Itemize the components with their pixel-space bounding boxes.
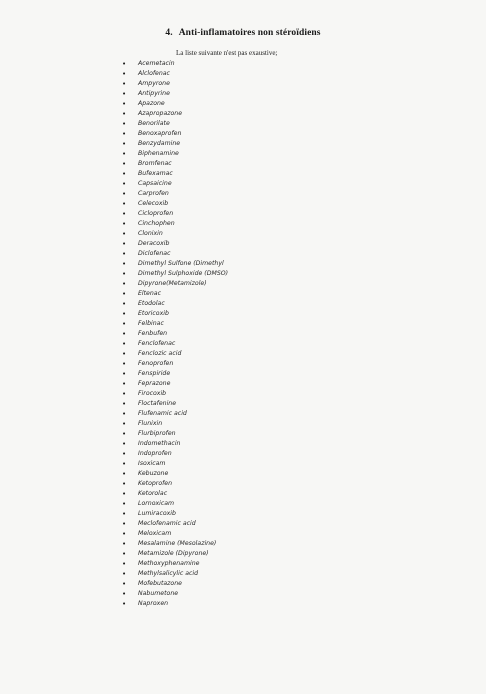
list-item: [122, 359, 228, 369]
drug-name: Metamizole (Dipyrone): [138, 550, 209, 557]
bullet-icon: •: [122, 400, 127, 408]
bullet-icon: •: [122, 290, 127, 298]
drug-name: Ketoprofen: [138, 480, 173, 487]
drug-name: Nabumetone: [138, 590, 179, 597]
bullet-icon: •: [122, 240, 127, 248]
list-item: [122, 199, 228, 209]
drug-name: Alclofenac: [138, 70, 170, 77]
drug-name: Etodolac: [138, 300, 165, 307]
drug-name: Feprazone: [138, 380, 171, 387]
bullet-icon: •: [122, 460, 127, 468]
bullet-icon: •: [122, 130, 127, 138]
bullet-icon: •: [122, 530, 127, 538]
drug-name: Meloxicam: [138, 530, 172, 537]
bullet-icon: •: [122, 540, 127, 548]
list-item: [122, 559, 228, 569]
list-item: [122, 69, 228, 79]
drug-name: Felbinac: [138, 320, 164, 327]
drug-name: Cinchophen: [138, 220, 175, 227]
bullet-icon: •: [122, 200, 127, 208]
drug-name: Naproxen: [138, 600, 169, 607]
list-item: [122, 149, 228, 159]
drug-name: Kebuzone: [138, 470, 169, 477]
list-item: [122, 209, 228, 219]
bullet-icon: •: [122, 350, 127, 358]
section-number: 4.: [165, 28, 173, 38]
bullet-icon: •: [122, 70, 127, 78]
list-item: [122, 339, 228, 349]
bullet-icon: •: [122, 270, 127, 278]
list-item: [122, 269, 228, 279]
drug-name: Ampyrone: [138, 80, 170, 87]
drug-name: Floctafenine: [138, 400, 177, 407]
bullet-icon: •: [122, 450, 127, 458]
list-item: [122, 569, 228, 579]
drug-name: Diclofenac: [138, 250, 171, 257]
list-item: [122, 239, 228, 249]
drug-name: Bromfenac: [138, 160, 172, 167]
list-item: [122, 439, 228, 449]
drug-name: Benzydamine: [138, 140, 181, 147]
list-item: [122, 249, 228, 259]
drug-name: Biphenamine: [138, 150, 179, 157]
list-item: [122, 279, 228, 289]
list-item: [122, 509, 228, 519]
list-item: [122, 99, 228, 109]
list-item: [122, 479, 228, 489]
list-item: [122, 229, 228, 239]
drug-name: Dimethyl Sulfone (Dimethyl: [138, 260, 224, 267]
list-item: [122, 159, 228, 169]
list-item: [122, 119, 228, 129]
drug-name: Dimethyl Sulphoxide (DMSO): [138, 270, 229, 277]
list-item: [122, 429, 228, 439]
drug-name: Bufexamac: [138, 170, 173, 177]
drug-name: Deracoxib: [138, 240, 170, 247]
bullet-icon: •: [122, 430, 127, 438]
bullet-icon: •: [122, 150, 127, 158]
list-item: [122, 409, 228, 419]
bullet-icon: •: [122, 330, 127, 338]
bullet-icon: •: [122, 420, 127, 428]
list-item: [122, 599, 228, 609]
list-item: [122, 379, 228, 389]
section-heading: [0, 28, 486, 38]
bullet-icon: •: [122, 60, 127, 68]
bullet-icon: •: [122, 170, 127, 178]
drug-name: Eltenac: [138, 290, 161, 297]
bullet-icon: •: [122, 310, 127, 318]
drug-name: Mofebutazone: [138, 580, 182, 587]
drug-name: Etoricoxib: [138, 310, 169, 317]
bullet-icon: •: [122, 560, 127, 568]
list-item: [122, 539, 228, 549]
bullet-icon: •: [122, 260, 127, 268]
list-item: [122, 579, 228, 589]
list-item: [122, 489, 228, 499]
bullet-icon: •: [122, 550, 127, 558]
drug-name: Dipyrone(Metamizole): [138, 280, 207, 287]
drug-name: Apazone: [138, 100, 165, 107]
bullet-icon: •: [122, 500, 127, 508]
list-item: [122, 109, 228, 119]
drug-name: Flunixin: [138, 420, 163, 427]
drug-name: Indoprofen: [138, 450, 172, 457]
bullet-icon: •: [122, 380, 127, 388]
list-item: [122, 129, 228, 139]
list-item: [122, 549, 228, 559]
bullet-icon: •: [122, 360, 127, 368]
bullet-icon: •: [122, 140, 127, 148]
intro-text: La liste suivante n'est pas exaustive;: [176, 49, 278, 57]
list-item: [122, 289, 228, 299]
bullet-icon: •: [122, 110, 127, 118]
list-item: [122, 459, 228, 469]
drug-name: Firocoxib: [138, 390, 167, 397]
list-item: [122, 259, 228, 269]
bullet-icon: •: [122, 480, 127, 488]
bullet-icon: •: [122, 470, 127, 478]
drug-name: Flurbiprofen: [138, 430, 176, 437]
drug-name: Azapropazone: [138, 110, 183, 117]
bullet-icon: •: [122, 340, 127, 348]
bullet-icon: •: [122, 90, 127, 98]
drug-name: Methylsalicylic acid: [138, 570, 199, 577]
bullet-icon: •: [122, 490, 127, 498]
drug-name: Flufenamic acid: [138, 410, 187, 417]
bullet-icon: •: [122, 320, 127, 328]
drug-name: Fenclozic acid: [138, 350, 182, 357]
drug-name: Fenspiride: [138, 370, 171, 377]
list-item: [122, 79, 228, 89]
drug-name: Mesalamine (Mesolazine): [138, 540, 217, 547]
list-item: [122, 349, 228, 359]
list-item: [122, 139, 228, 149]
drug-name: Fenclofenac: [138, 340, 176, 347]
list-item: [122, 169, 228, 179]
list-item: [122, 399, 228, 409]
bullet-icon: •: [122, 280, 127, 288]
drug-name: Benoxaprofen: [138, 130, 182, 137]
list-item: [122, 369, 228, 379]
drug-name: Fenoprofen: [138, 360, 174, 367]
drug-name: Benorilate: [138, 120, 170, 127]
list-item: [122, 519, 228, 529]
drug-name: Fenbufen: [138, 330, 168, 337]
drug-name: Acemetacin: [138, 60, 175, 67]
list-item: [122, 589, 228, 599]
list-item: [122, 319, 228, 329]
drug-name: Clonixin: [138, 230, 163, 237]
bullet-icon: •: [122, 120, 127, 128]
bullet-icon: •: [122, 180, 127, 188]
list-item: [122, 219, 228, 229]
bullet-icon: •: [122, 80, 127, 88]
drug-name: Carprofen: [138, 190, 169, 197]
drug-name: Lumiracoxib: [138, 510, 176, 517]
list-item: [122, 499, 228, 509]
drug-name: Cicloprofen: [138, 210, 174, 217]
drug-list: [122, 59, 228, 609]
bullet-icon: •: [122, 100, 127, 108]
list-item: [122, 179, 228, 189]
drug-name: Meclofenamic acid: [138, 520, 196, 527]
bullet-icon: •: [122, 570, 127, 578]
bullet-icon: •: [122, 220, 127, 228]
drug-name: Ketorolac: [138, 490, 168, 497]
list-item: [122, 419, 228, 429]
list-item: [122, 299, 228, 309]
list-item: [122, 449, 228, 459]
bullet-icon: •: [122, 370, 127, 378]
bullet-icon: •: [122, 250, 127, 258]
bullet-icon: •: [122, 600, 127, 608]
list-item: [122, 189, 228, 199]
drug-name: Isoxicam: [138, 460, 166, 467]
list-item: [122, 59, 228, 69]
bullet-icon: •: [122, 390, 127, 398]
bullet-icon: •: [122, 300, 127, 308]
drug-name: Lornoxicam: [138, 500, 175, 507]
drug-name: Celecoxib: [138, 200, 169, 207]
bullet-icon: •: [122, 210, 127, 218]
drug-name: Indomethacin: [138, 440, 181, 447]
list-item: [122, 389, 228, 399]
section-title: Anti-inflamatoires non stéroïdiens: [178, 28, 321, 38]
bullet-icon: •: [122, 410, 127, 418]
bullet-icon: •: [122, 190, 127, 198]
bullet-icon: •: [122, 160, 127, 168]
drug-name: Capsaicine: [138, 180, 172, 187]
drug-name: Antipyrine: [138, 90, 170, 97]
bullet-icon: •: [122, 510, 127, 518]
list-item: [122, 529, 228, 539]
bullet-icon: •: [122, 230, 127, 238]
bullet-icon: •: [122, 440, 127, 448]
list-item: [122, 469, 228, 479]
bullet-icon: •: [122, 520, 127, 528]
bullet-icon: •: [122, 580, 127, 588]
list-item: [122, 309, 228, 319]
list-item: [122, 89, 228, 99]
list-item: [122, 329, 228, 339]
bullet-icon: •: [122, 590, 127, 598]
drug-name: Methoxyphenamine: [138, 560, 200, 567]
